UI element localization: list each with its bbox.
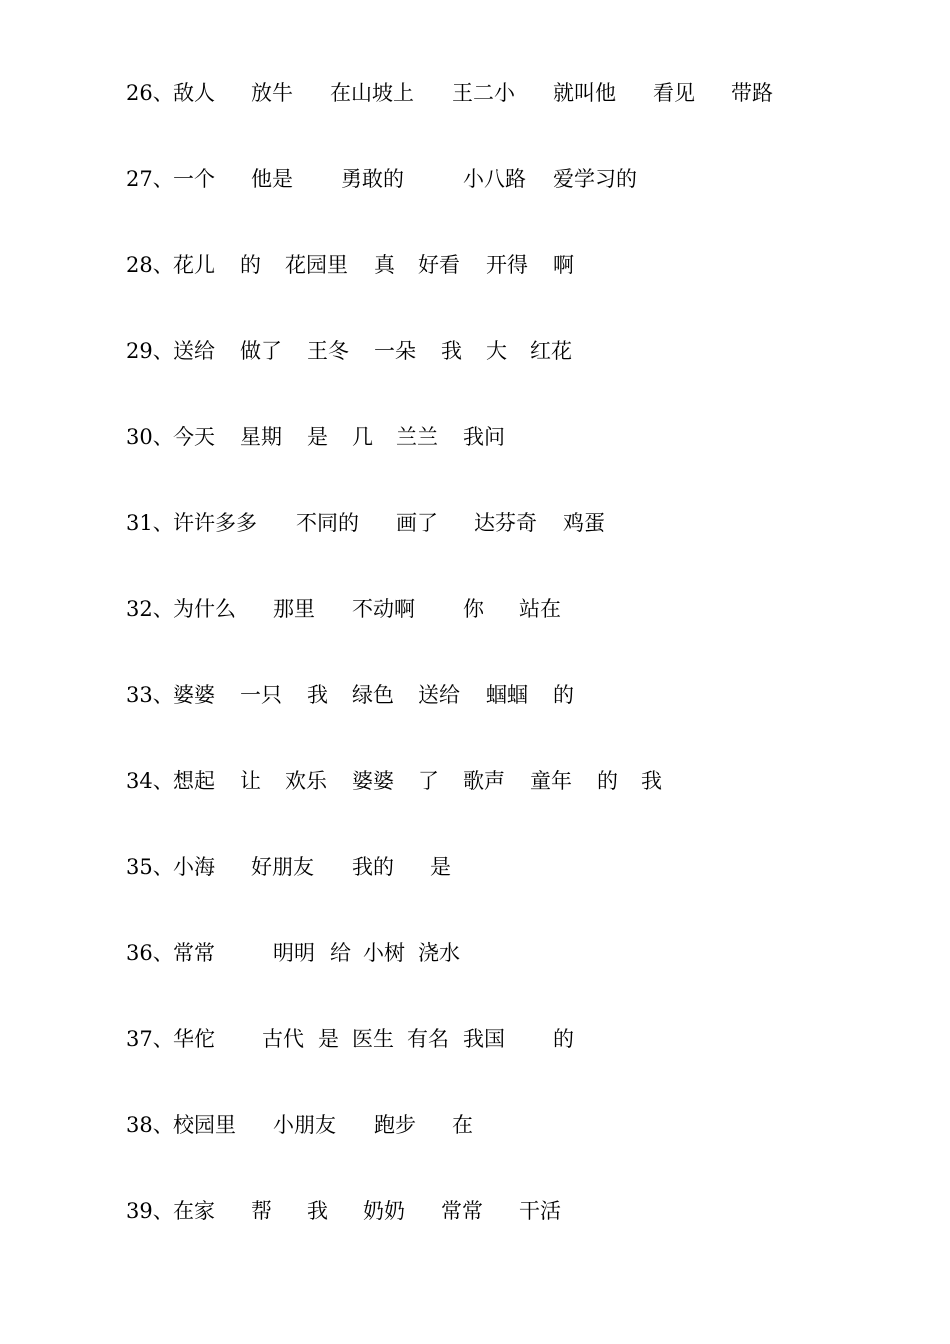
word-chip: 今天 xyxy=(173,425,215,449)
word-chip: 不动啊 xyxy=(352,597,415,621)
exercise-line-38 xyxy=(0,1110,950,1140)
exercise-line-37 xyxy=(0,1024,950,1054)
word-chip: 给 xyxy=(330,941,351,965)
item-number: 28、 xyxy=(126,253,174,277)
word-chip: 医生 xyxy=(352,1027,394,1051)
word-chip: 送给 xyxy=(418,683,460,707)
item-number: 34、 xyxy=(126,769,174,793)
word-chip: 好看 xyxy=(418,253,460,277)
word-chip: 许许多多 xyxy=(173,511,257,535)
word-chip: 兰兰 xyxy=(396,425,438,449)
word-chip: 小海 xyxy=(173,855,215,879)
item-number: 32、 xyxy=(126,597,174,621)
exercise-line-31 xyxy=(0,508,950,538)
word-chip: 歌声 xyxy=(463,769,505,793)
item-number: 27、 xyxy=(126,167,174,191)
word-chip: 婆婆 xyxy=(352,769,394,793)
word-chip: 敌人 xyxy=(173,81,215,105)
word-chip: 花儿 xyxy=(173,253,215,277)
word-chip: 为什么 xyxy=(173,597,236,621)
word-chip: 那里 xyxy=(273,597,315,621)
word-chip: 的 xyxy=(553,683,574,707)
word-chip: 红花 xyxy=(530,339,572,363)
exercise-line-35 xyxy=(0,852,950,882)
item-number: 39、 xyxy=(126,1199,174,1223)
word-chip: 校园里 xyxy=(173,1113,236,1137)
word-chip: 欢乐 xyxy=(285,769,327,793)
word-chip: 常常 xyxy=(441,1199,483,1223)
word-chip: 婆婆 xyxy=(173,683,215,707)
word-chip: 看见 xyxy=(653,81,695,105)
word-chip: 一只 xyxy=(240,683,282,707)
word-chip: 跑步 xyxy=(374,1113,416,1137)
word-chip: 我 xyxy=(307,683,328,707)
word-chip: 古代 xyxy=(262,1027,304,1051)
exercise-line-29 xyxy=(0,336,950,366)
word-chip: 不同的 xyxy=(296,511,359,535)
word-chip: 我 xyxy=(641,769,662,793)
exercise-line-33 xyxy=(0,680,950,710)
word-chip: 一朵 xyxy=(374,339,416,363)
word-chip: 的 xyxy=(240,253,261,277)
word-chip: 小树 xyxy=(363,941,405,965)
word-chip: 好朋友 xyxy=(251,855,314,879)
word-chip: 就叫他 xyxy=(553,81,616,105)
word-chip: 一个 xyxy=(173,167,215,191)
word-chip: 我 xyxy=(307,1199,328,1223)
word-chip: 在 xyxy=(452,1113,473,1137)
word-chip: 爱学习的 xyxy=(553,167,637,191)
word-chip: 他是 xyxy=(251,167,293,191)
word-chip: 是 xyxy=(318,1027,339,1051)
item-number: 38、 xyxy=(126,1113,174,1137)
exercise-line-28 xyxy=(0,250,950,280)
word-chip: 在家 xyxy=(173,1199,215,1223)
exercise-line-27 xyxy=(0,164,950,194)
word-chip: 想起 xyxy=(173,769,215,793)
word-chip: 在山坡上 xyxy=(330,81,414,105)
word-chip: 站在 xyxy=(519,597,561,621)
word-chip: 我问 xyxy=(463,425,505,449)
word-chip: 达芬奇 xyxy=(474,511,537,535)
word-chip: 真 xyxy=(374,253,395,277)
item-number: 35、 xyxy=(126,855,174,879)
word-chip: 我国 xyxy=(463,1027,505,1051)
exercise-line-30 xyxy=(0,422,950,452)
word-chip: 小朋友 xyxy=(273,1113,336,1137)
word-chip: 开得 xyxy=(486,253,528,277)
word-chip: 华佗 xyxy=(173,1027,215,1051)
word-chip: 奶奶 xyxy=(363,1199,405,1223)
word-chip: 干活 xyxy=(519,1199,561,1223)
item-number: 29、 xyxy=(126,339,174,363)
word-chip: 王二小 xyxy=(452,81,515,105)
item-number: 37、 xyxy=(126,1027,174,1051)
word-chip: 你 xyxy=(463,597,484,621)
exercise-line-34 xyxy=(0,766,950,796)
word-chip: 小八路 xyxy=(463,167,526,191)
item-number: 36、 xyxy=(126,941,174,965)
word-chip: 花园里 xyxy=(285,253,348,277)
word-chip: 明明 xyxy=(273,941,315,965)
word-chip: 王冬 xyxy=(307,339,349,363)
word-chip: 有名 xyxy=(407,1027,449,1051)
item-number: 33、 xyxy=(126,683,174,707)
word-chip: 勇敢的 xyxy=(341,167,404,191)
word-chip: 的 xyxy=(553,1027,574,1051)
item-number: 30、 xyxy=(126,425,174,449)
word-chip: 蝈蝈 xyxy=(486,683,528,707)
word-chip: 星期 xyxy=(240,425,282,449)
item-number: 26、 xyxy=(126,81,174,105)
word-chip: 画了 xyxy=(396,511,438,535)
word-chip: 放牛 xyxy=(251,81,293,105)
word-chip: 是 xyxy=(307,425,328,449)
word-chip: 的 xyxy=(597,769,618,793)
word-chip: 啊 xyxy=(553,253,574,277)
exercise-line-39 xyxy=(0,1196,950,1226)
word-chip: 了 xyxy=(418,769,439,793)
word-chip: 送给 xyxy=(173,339,215,363)
exercise-line-32 xyxy=(0,594,950,624)
exercise-line-26 xyxy=(0,78,950,108)
word-chip: 带路 xyxy=(731,81,773,105)
word-chip: 是 xyxy=(430,855,451,879)
word-chip: 几 xyxy=(352,425,373,449)
word-chip: 大 xyxy=(486,339,507,363)
exercise-line-36 xyxy=(0,938,950,968)
word-chip: 我的 xyxy=(352,855,394,879)
word-chip: 童年 xyxy=(530,769,572,793)
word-chip: 帮 xyxy=(251,1199,272,1223)
word-chip: 浇水 xyxy=(418,941,460,965)
word-chip: 让 xyxy=(240,769,261,793)
word-chip: 做了 xyxy=(240,339,282,363)
word-chip: 我 xyxy=(441,339,462,363)
word-chip: 绿色 xyxy=(352,683,394,707)
item-number: 31、 xyxy=(126,511,174,535)
word-chip: 鸡蛋 xyxy=(563,511,605,535)
word-chip: 常常 xyxy=(173,941,215,965)
